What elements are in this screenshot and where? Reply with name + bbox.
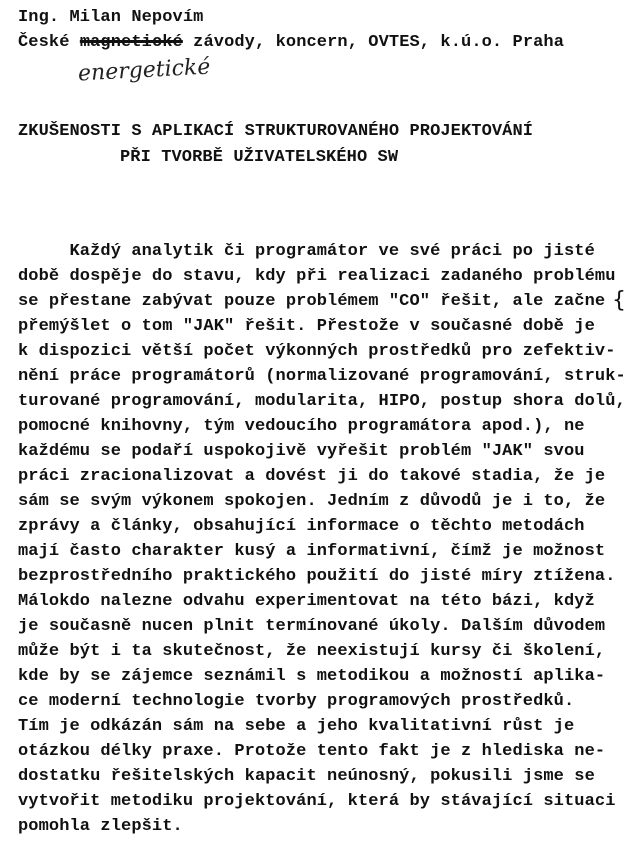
title-line-2: PŘI TVORBĚ UŽIVATELSKÉHO SW: [120, 148, 399, 167]
body-line: Málokdo nalezne odvahu experimentovat na této bázi, když: [18, 592, 595, 611]
body-line: vytvořit metodiku projektování, která by stávající situaci: [18, 792, 616, 811]
body-line: bezprostředního praktického použití do jisté míry ztížena.: [18, 567, 616, 586]
body-line: přemýšlet o tom "JAK" řešit. Přestože v současné době je: [18, 317, 595, 336]
body-line: Tím je odkázán sám na sebe a jeho kvalitativní růst je: [18, 717, 575, 736]
body-line: otázkou délky praxe. Protože tento fakt je z hlediska ne-: [18, 742, 606, 761]
title-line-1: ZKUŠENOSTI S APLIKACÍ STRUKTUROVANÉHO PROJEKTOVÁNÍ: [18, 122, 534, 141]
body-line: se přestane zabývat pouze problémem "CO" řešit, ale začne: [18, 292, 606, 311]
body-line: turované programování, modularita, HIPO, postup shora dolů,: [18, 392, 626, 411]
body-line: Každý analytik či programátor ve své práci po jisté: [18, 242, 595, 261]
author-name: Ing. Milan Nepovím: [18, 8, 204, 27]
body-line: kde by se zájemce seznámil s metodikou a možností aplika-: [18, 667, 606, 686]
body-line: ce moderní technologie tvorby programových prostředků.: [18, 692, 575, 711]
body-line: k dispozici větší počet výkonných prostředků pro zefektiv-: [18, 342, 616, 361]
struck-word: magnetické: [79, 33, 183, 52]
body-line: mají často charakter kusý a informativní, čímž je možnost: [18, 542, 606, 561]
body-line: nění práce programátorů (normalizované programování, struk-: [18, 367, 626, 386]
body-line: dostatku řešitelských kapacit neúnosný, pokusili jsme se: [18, 767, 595, 786]
body-line: pomohla zlepšit.: [18, 817, 183, 836]
organization: [18, 33, 564, 53]
body-line: sám se svým výkonem spokojen. Jedním z důvodů je i to, že: [18, 492, 606, 511]
body-line: době dospěje do stavu, kdy při realizaci zadaného problému: [18, 267, 616, 286]
body-line: každému se podaří uspokojivě vyřešit problém "JAK" svou: [18, 442, 585, 461]
body-line: zprávy a články, obsahující informace o těchto metodách: [18, 517, 585, 536]
body-line: pomocné knihovny, tým vedoucího programátora apod.), ne: [18, 417, 585, 436]
body-line: může být i ta skutečnost, že neexistují kursy či školení,: [18, 642, 606, 661]
handwritten-correction: energetické: [77, 54, 211, 87]
body-line: práci zracionalizovat a dovést ji do takové stadia, že je: [18, 467, 606, 486]
org-prefix: České: [18, 33, 70, 52]
org-suffix: závody, koncern, OVTES, k.ú.o. Praha: [193, 33, 565, 52]
body-line: je současně nucen plnit termínované úkoly. Dalším důvodem: [18, 617, 606, 636]
margin-bracket-mark: {: [612, 288, 626, 313]
